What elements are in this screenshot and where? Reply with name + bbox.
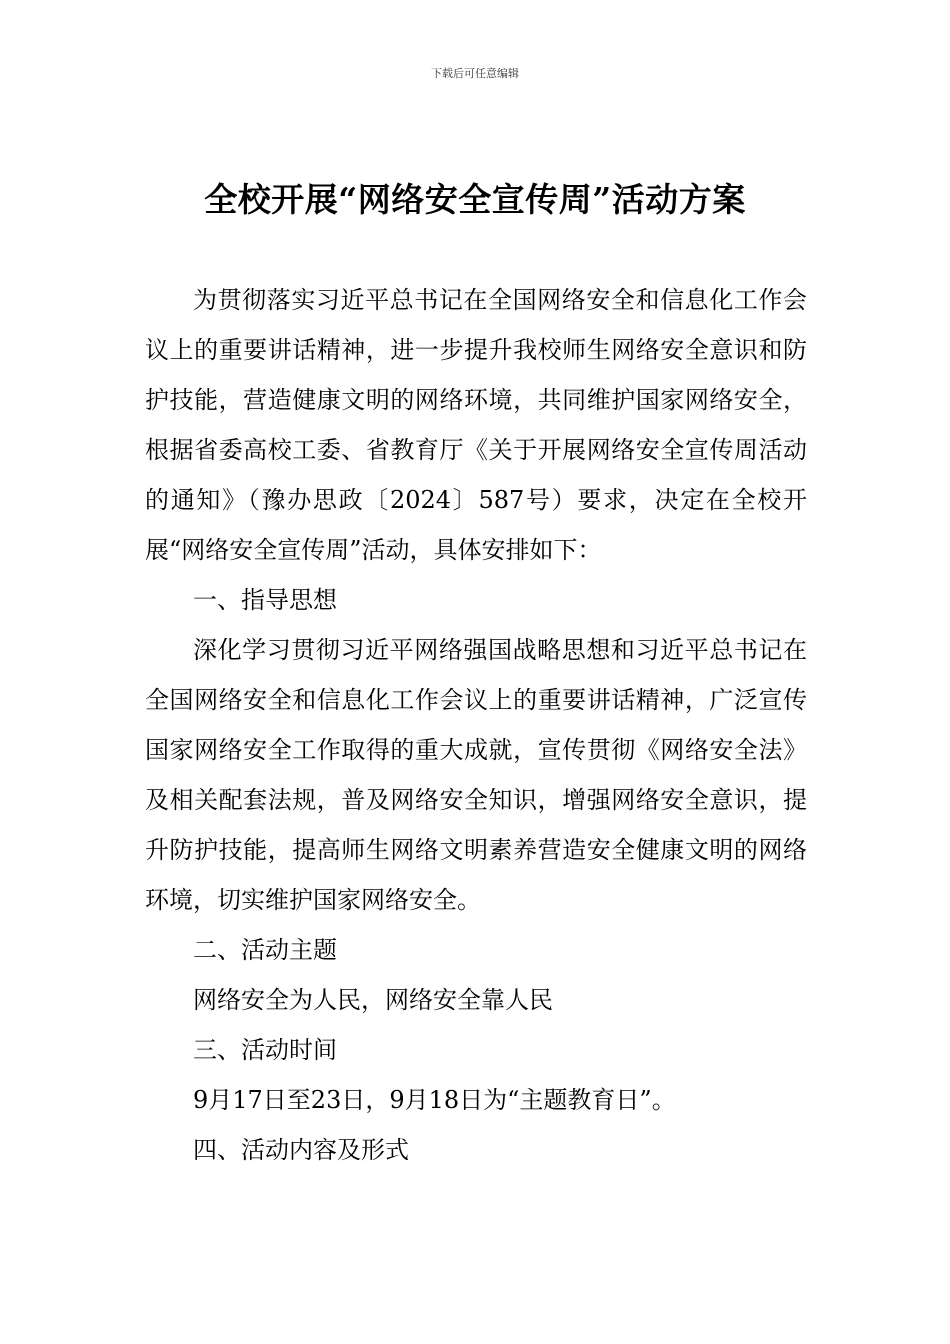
section-heading-content: 四、活动内容及形式 bbox=[193, 1136, 409, 1164]
section-heading-theme: 二、活动主题 bbox=[193, 936, 337, 964]
intro-paragraph: 为贯彻落实习近平总书记在全国网络安全和信息化工作会议上的重要讲话精神，进一步提升我校师生网络安全意识和防护技能，营造健康文明的网络环境，共同维护国家网络安全，根据省委高校工委、省教育厅《关于开展网络安全宣传周活动的通知》（豫办思政〔2024〕587号）要求，决定在全校开展“网络安全宣传周”活动，具体安排如下： bbox=[145, 286, 807, 564]
document-body bbox=[145, 275, 807, 1175]
time-paragraph: 9月17日至23日，9月18日为“主题教育日”。 bbox=[193, 1086, 676, 1114]
section-heading-time: 三、活动时间 bbox=[193, 1036, 337, 1064]
header-note: 下载后可任意编辑 bbox=[431, 67, 519, 80]
document-title: 全校开展“网络安全宣传周”活动方案 bbox=[204, 180, 746, 219]
guiding-ideology-paragraph: 深化学习贯彻习近平网络强国战略思想和习近平总书记在全国网络安全和信息化工作会议上的重要讲话精神，广泛宣传国家网络安全工作取得的重大成就，宣传贯彻《网络安全法》及相关配套法规，普及网络安全知识，增强网络安全意识，提升防护技能，提高师生网络文明素养营造安全健康文明的网络环境，切实维护国家网络安全。 bbox=[145, 636, 807, 914]
section-heading-guiding-ideology: 一、指导思想 bbox=[193, 586, 337, 614]
theme-paragraph: 网络安全为人民，网络安全靠人民 bbox=[193, 986, 553, 1014]
